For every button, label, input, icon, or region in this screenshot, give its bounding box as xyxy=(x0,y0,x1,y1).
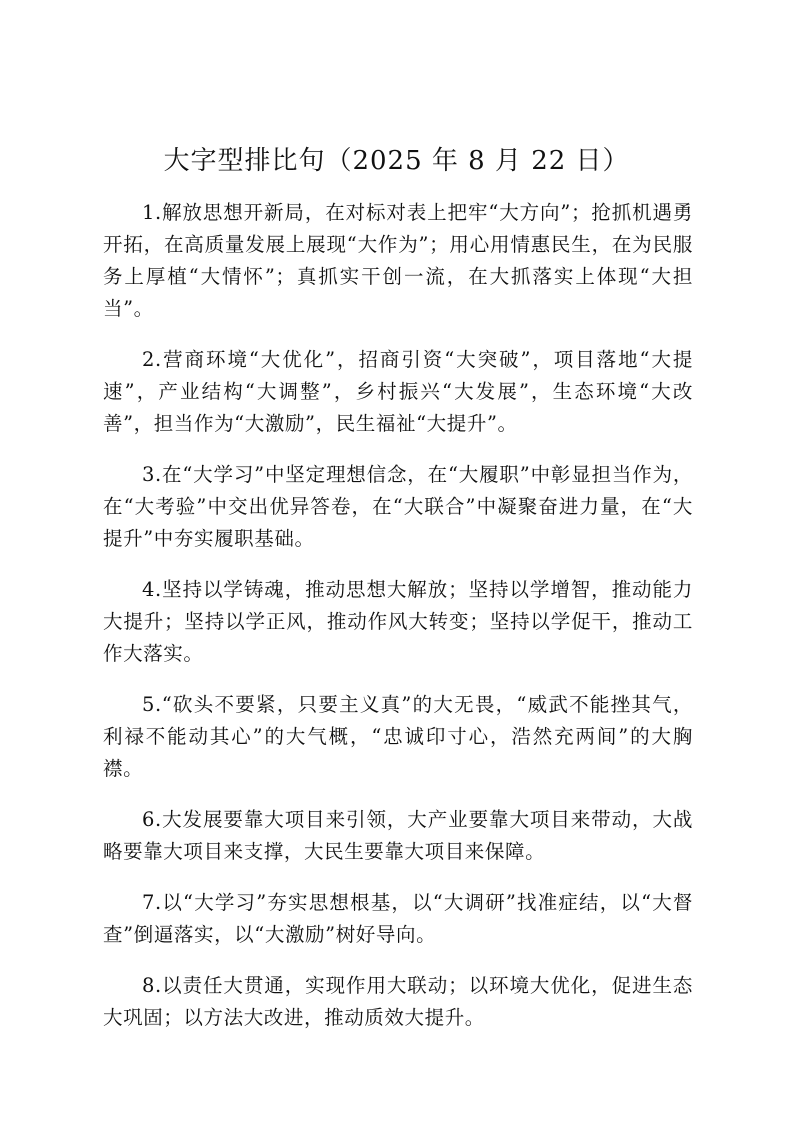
paragraph-8: 8.以责任大贯通，实现作用大联动；以环境大优化，促进生态大巩固；以方法大改进，推动质效大提升。 xyxy=(103,974,693,1029)
document-body xyxy=(103,197,693,1053)
paragraph-7: 7.以“大学习”夯实思想根基，以“大调研”找准症结，以“大督查”倒逼落实，以“大激励”树好导向。 xyxy=(103,891,693,946)
paragraph-6: 6.大发展要靠大项目来引领，大产业要靠大项目来带动，大战略要靠大项目来支撑，大民生要靠大项目来保障。 xyxy=(103,808,693,863)
paragraph-4: 4.坚持以学铸魂，推动思想大解放；坚持以学增智，推动能力大提升；坚持以学正风，推动作风大转变；坚持以学促干，推动工作大落实。 xyxy=(103,578,693,665)
paragraph-2: 2.营商环境“大优化”，招商引资“大突破”，项目落地“大提速”，产业结构“大调整”，乡村振兴“大发展”，生态环境“大改善”，担当作为“大激励”，民生福祉“大提升”。 xyxy=(103,348,693,435)
paragraph-3: 3.在“大学习”中坚定理想信念，在“大履职”中彰显担当作为，在“大考验”中交出优异答卷，在“大联合”中凝聚奋进力量，在“大提升”中夯实履职基础。 xyxy=(103,463,693,550)
paragraph-5: 5.“砍头不要紧，只要主义真”的大无畏，“威武不能挫其气，利禄不能动其心”的大气概，“忠诚印寸心，浩然充两间”的大胸襟。 xyxy=(103,693,693,780)
document-title: 大字型排比句（2025 年 8 月 22 日） xyxy=(163,146,630,176)
paragraph-1: 1.解放思想开新局，在对标对表上把牢“大方向”；抢抓机遇勇开拓，在高质量发展上展现“大作为”；用心用情惠民生，在为民服务上厚植“大情怀”；真抓实干创一流，在大抓落实上体现“大担当”。 xyxy=(103,201,693,320)
